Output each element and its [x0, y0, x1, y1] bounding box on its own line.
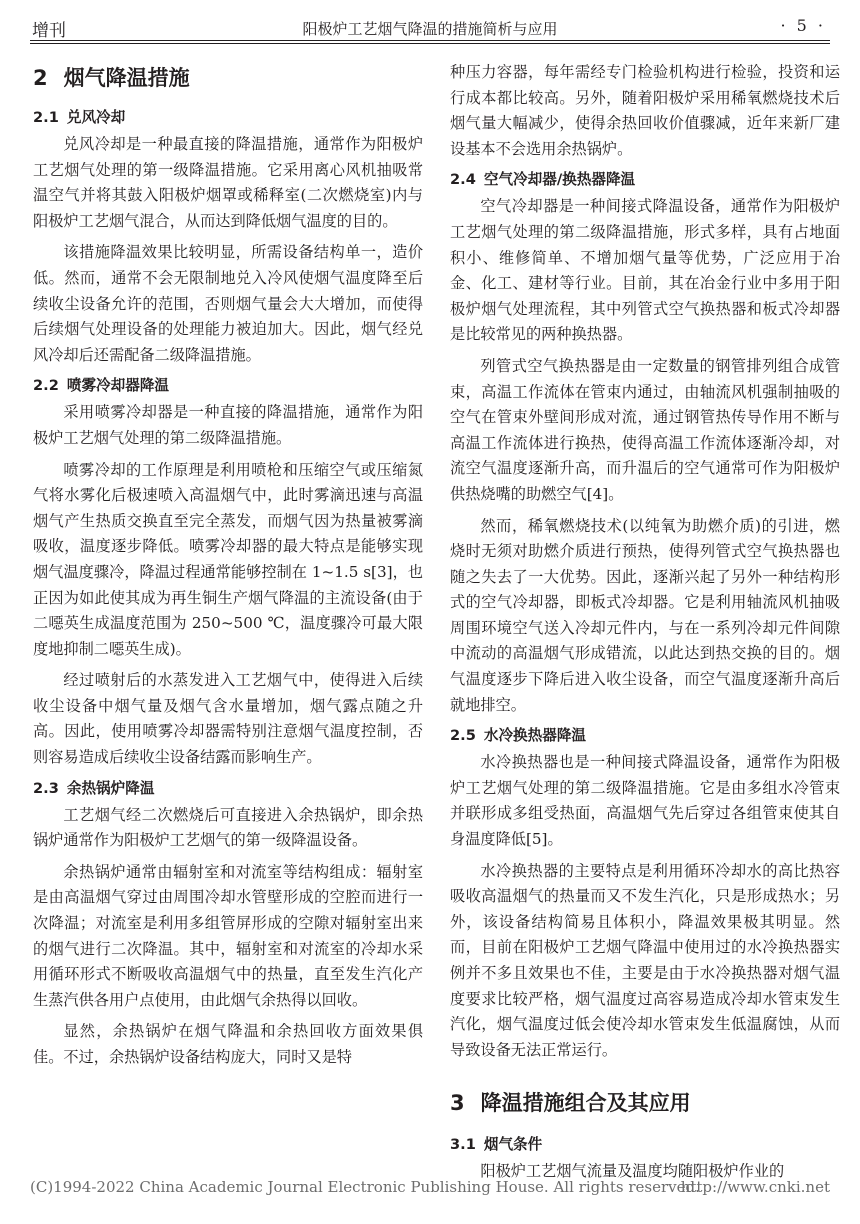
copyright-footer — [30, 1178, 830, 1196]
paragraph: 余热锅炉通常由辐射室和对流室等结构组成：辐射室是由高温烟气穿过由周围冷却水管壁形成的空腔而进行一次降温；对流室是利用多组管屏形成的空隙对辐射室出来的烟气进行二次降温。其中，辐射室和对流室的冷却水采用循环形式不断吸收高温烟气中的热量，直至发生汽化产生蒸汽供各用户点使用，由此烟气余热得以回收。 — [33, 862, 423, 1009]
paragraph: 工艺烟气经二次燃烧后可直接进入余热锅炉，即余热锅炉通常作为阳极炉工艺烟气的第一级降温设备。 — [33, 805, 423, 850]
paragraph: 兑风冷却是一种最直接的降温措施，通常作为阳极炉工艺烟气处理的第一级降温措施。它采用离心风机抽吸常温空气并将其鼓入阳极炉烟罩或稀释室(二次燃烧室)内与阳极炉工艺烟气混合，从而达到降低烟气温度的目的。 — [33, 135, 423, 230]
paragraph: 显然，余热锅炉在烟气降温和余热回收方面效果俱佳。不过，余热锅炉设备结构庞大，同时又是特 — [33, 1022, 423, 1066]
journal-issue-label: 增刊 — [32, 21, 66, 41]
subsection-2-4-heading: 2.4 空气冷却器/换热器降温 — [450, 171, 636, 189]
subsection-2-3-heading: 2.3 余热锅炉降温 — [33, 779, 155, 797]
right-column — [450, 60, 840, 1191]
paragraph: 然而，稀氧燃烧技术(以纯氧为助燃介质)的引进，燃烧时无须对助燃介质进行预热，使得列管式空气换热器也随之失去了一大优势。因此，逐渐兴起了另外一种结构形式的空气冷却器，即板式冷却器。它是利用轴流风机抽吸周围环境空气送入冷却元件内，与在一系列冷却元件间隙中流动的高温烟气形成错流，以此达到热交换的目的。烟气温度逐步下降后进入收尘设备，而空气温度逐渐升高后就地排空。 — [450, 516, 840, 714]
copyright-text: (C)1994-2022 China Academic Journal Electronic Publishing House. All rights reserved. — [30, 1178, 700, 1196]
paragraph: 列管式空气换热器是由一定数量的钢管排列组合成管束，高温工作流体在管束内通过，由轴流风机强制抽吸的空气在管束外壁间形成对流，通过钢管热传导作用不断与高温工作流体进行换热，使得高温工作流体逐渐冷却，对流空气温度逐渐升高，而升温后的空气通常可作为阳极炉供热烧嘴的助燃空气[4]。 — [450, 356, 840, 503]
subsection-2-2-heading: 2.2 喷雾冷却器降温 — [33, 377, 170, 395]
paragraph: 水冷换热器也是一种间接式降温设备，通常作为阳极炉工艺烟气处理的第二级降温措施。它是由多组水冷管束并联形成多组受热面，高温烟气先后穿过各组管束使其自身温度降低[5]。 — [450, 753, 840, 849]
paragraph: 采用喷雾冷却器是一种直接的降温措施，通常作为阳极炉工艺烟气处理的第二级降温措施。 — [33, 403, 423, 447]
paragraph: 空气冷却器是一种间接式降温设备，通常作为阳极炉工艺烟气处理的第二级降温措施，形式多样，具有占地面积小、维修简单、不增加烟气量等优势，广泛应用于冶金、化工、建材等行业。目前，其在冶金行业中多用于阳极炉烟气处理流程，其中列管式空气换热器和板式冷却器是比较常见的两种换热器。 — [450, 197, 840, 344]
section-2-heading: 2 烟气降温措施 — [33, 66, 190, 90]
paragraph-continued: 种压力容器，每年需经专门检验机构进行检验，投资和运行成本都比较高。另外，随着阳极炉采用稀氧燃烧技术后烟气量大幅减少，使得余热回收价值骤减，近年来新厂建设基本不会选用余热锅炉。 — [450, 63, 840, 158]
paragraph: 水冷换热器的主要特点是利用循环冷却水的高比热容吸收高温烟气的热量而又不发生汽化，只是形成热水；另外，该设备结构简易且体积小，降温效果极其明显。然而，目前在阳极炉工艺烟气降温中使用过的水冷换热器实例并不多且效果也不佳，主要是由于水冷换热器对烟气温度要求比较严格，烟气温度过高容易造成冷却水管束发生汽化，烟气温度过低会使冷却水管束发生低温腐蚀，从而导致设备无法正常运行。 — [450, 861, 840, 1059]
paragraph: 经过喷射后的水蒸发进入工艺烟气中，使得进入后续收尘设备中烟气量及烟气含水量增加，烟气露点随之升高。因此，使用喷雾冷却器需特别注意烟气温度控制，否则容易造成后续收尘设备结露而影响生产。 — [33, 671, 423, 767]
cnki-url: http://www.cnki.net — [680, 1178, 830, 1196]
subsection-2-1-heading: 2.1 兑风冷却 — [33, 109, 126, 126]
subsection-3-1-heading: 3.1 烟气条件 — [450, 1136, 543, 1154]
section-3-heading: 3 降温措施组合及其应用 — [450, 1091, 691, 1116]
running-title: 阳极炉工艺烟气降温的措施简析与应用 — [302, 20, 558, 38]
left-column — [33, 60, 423, 1077]
paragraph: 喷雾冷却的工作原理是利用喷枪和压缩空气或压缩氮气将水雾化后极速喷入高温烟气中，此时雾滴迅速与高温烟气产生热质交换直至完全蒸发，而烟气因为热量被雾滴吸收，温度逐步降低。喷雾冷却器的最大特点是能够实现烟气温度骤冷，降温过程通常能够控制在 1~1.5 s[3]，也正因为如此使其成为再生铜生产烟气降温的主流设备(由于二噁英生成温度范围为 250~500 ℃，温度骤冷可最大限度地抑制二噁英生成)。 — [33, 460, 423, 658]
paragraph: 该措施降温效果比较明显，所需设备结构单一，造价低。然而，通常不会无限制地兑入冷风使烟气温度降至后续收尘设备允许的范围，否则烟气量会大大增加，而使得后续烟气处理设备的处理能力被迫加大。因此，烟气经兑风冷却后还需配备二级降温措施。 — [33, 243, 423, 364]
page-number: · 5 · — [780, 16, 826, 35]
subsection-2-5-heading: 2.5 水冷换热器降温 — [450, 727, 587, 745]
paragraph: 阳极炉工艺烟气流量及温度均随阳极炉作业的 — [480, 1162, 785, 1181]
header-rule-bottom — [30, 43, 830, 44]
header-rule-top — [30, 40, 830, 41]
